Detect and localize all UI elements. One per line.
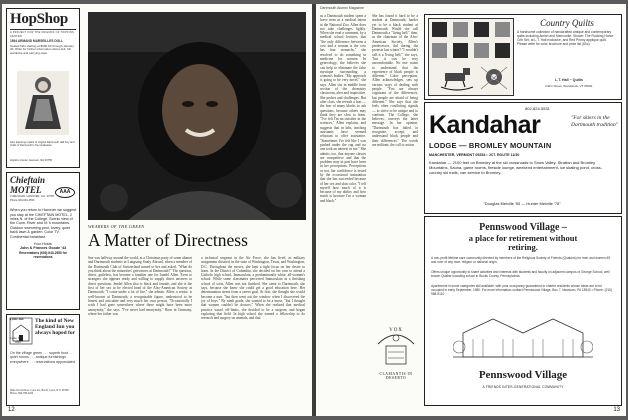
hopshop-logo: HopShop (10, 11, 68, 27)
hopshop-address: Hopkins Center, Hanover, NH 03755 (10, 159, 52, 162)
kandahar-phone: 802-824-5531 (525, 106, 550, 111)
aaa-label: AAA (59, 189, 71, 195)
right-article-column-2 (372, 14, 418, 314)
kandahar-name: Kandahar (429, 111, 541, 139)
pennswood-headline: Pennswood Village – (479, 222, 567, 233)
chieftain-hosts: John & Frances Goode '43 (19, 246, 67, 251)
seal-line-1: VOX (389, 328, 403, 333)
quilt-block (453, 22, 468, 37)
kandahar-ad (424, 102, 622, 214)
country-quilts-title: Country Quilts (540, 18, 594, 28)
aaa-badge (55, 187, 75, 198)
quilt-block (432, 43, 447, 58)
peony-quilt-icon (479, 65, 509, 91)
lyme-inn-name: Lyme Inn (10, 317, 24, 321)
running-head: Dartmouth Alumni Magazine (320, 6, 364, 10)
article-column-2 (201, 256, 305, 404)
lyme-inn-year: 1809 (15, 341, 21, 344)
left-page-number: 12 (8, 407, 15, 413)
article-title: A Matter of Directness (88, 230, 248, 250)
hopshop-also-text: Also featuring replica of original Dartmouth Hall Key and crafts of Dartmouth's fine Graduates. (10, 141, 75, 148)
dartmouth-seal (372, 322, 420, 394)
pennswood-name: Pennswood Village (478, 369, 568, 381)
left-page (2, 4, 312, 416)
chieftain-motel-ad (6, 172, 80, 310)
pennswood-subheadline: a place for retirement without retiring. (468, 233, 578, 252)
right-article-column-1-text: as a Dartmouth student spent a leave term as a medical intern at the National Zoo. Allen does not take challenges lightly. When she read a comment, by a medical school lecturer, that "the only difference between a cow and a woman is the cow has four stomachs," she resolved to do something in medicine for women. In gynecology, she believes she can help to eliminate the false mystique surrounding a woman's bodies. "My approach is going to be very novel," she says. Allen sits in middle front section of the chemistry classroom, alert and inquisitive. She probes and challenges. But after class, she reveals a fear — the fear of many blacks to ask questions, because others may think they are slow to learn. "I've felt I'm an outsider in the sciences," Allen explains, and suggests that in labs, teaching assistants have seemed reluctant to offer assistance. "Sometimes I've felt like I was pushed under the rug and no one took an interest in me." She admits, too, that anyone classes are competitive and that the problem may in part have been in her perceptions. Perceptions or not, her confidence is tested by the occasional insinuation that she has succeeded because of her sex and skin color. "I tell myself how much of it is because of my ability and how much is because I'm a woman and black." (320, 14, 366, 203)
chieftain-hosts-label: Your Hosts: (33, 242, 53, 247)
chieftain-phone: Phone 603-643-2550 (10, 198, 35, 202)
chieftain-reservations: Reservations (603) 643-2550 for reservations (19, 251, 67, 260)
chieftain-body: When you return to Hanover we suggest you stay at the CHIEFTAIN MOTEL, 2 miles N. of the College. Scenic view of the Conn. River and Vt.'s mountains. Outdoor swimming pool, lovely, quiet back lawn & garden. Color TV. Continental breakfast. (10, 208, 77, 239)
lyme-inn-ad (6, 314, 80, 406)
pennswood-tagline: A FRIENDS INTER-GENERATIONAL COMMUNITY (482, 385, 564, 389)
country-quilts-ad (424, 14, 622, 100)
hopshop-item-title: 1894 ARMAND MARSEILLES DOLL (10, 39, 64, 44)
quilt-block (474, 22, 489, 37)
country-quilts-shop: L.T. Hall ~ Quilts (555, 78, 583, 82)
pennswood-building-drawing (453, 307, 593, 361)
lyme-inn-logo (9, 317, 33, 345)
hopshop-tagline: A PROJECT FOR THE FRIENDS OF HOPKINS CENTER (10, 31, 75, 38)
article-kicker: WEARERS OF THE GREEN (88, 224, 145, 229)
article-column-1-text: Sue was halfway around the world, at a Christmas party of some alumni and Dartmouth students in Lungsang Study Abroad, when a member of the Dartmouth Club of Switzerland turned to her and asked, "What do you think about the minorities' grievances at Dartmouth?" The question, direct, guileless, has become a familiar one for Jandel Allen. Even to strangers she appears ready and willing to supply direct answers to direct questions. Jendel Allen also is black and female, and she is the first of her sex to be elected head of the Afro-American Society at Dartmouth. "I come under a lot of fire," she admits. Allen, a senior, is well-known at Dartmouth, a recognizable figure, understood to be honest and articulate and very much her own person. "Occasionally I wish I had gone somewhere where there might have been more anonymity," she says. "I've never had anonymity." Born in Germany, where her father was (88, 256, 192, 316)
right-page (316, 4, 626, 416)
quilt-photo (428, 18, 514, 96)
pennswood-body-3: Apartments in some categories still available, with prior occupancy guaranteed to charter residents whose ideas are to be occupied in early September, 1980. For more information contact Pennswood Village, Box 7, Newtown, PA 18940 • Phone: (215) 968-9110 (431, 284, 613, 296)
doll-photo (17, 71, 69, 135)
portrait-image (88, 12, 306, 220)
right-article-column-2-text: She has found it hard to be a student at Dartmouth, harder yet to be a black student at Dartmouth. Would she call Dartmouth a "living hell," then, as the chairman of the Afro-American Society, Allen's predecessor, did during the protests last winter? "I wouldn't call it a 'living hell,'" she says, "but it can be very uncomfortable. No one wants to understand that the experience of black people is different." Color perception, Allen acknowledges, sets up various ways of dealing with people. "You are always cognizant of the differences, but people are afraid of being different." She says that she feels often conflicting signals — to strive to be unique and to conform. The College, she believes, conveys the latter message. In her opinion, "Dartmouth has failed to recognize, accept, and understand black people and their differences." The words are militant, the call to action (372, 14, 418, 147)
right-page-number: 13 (613, 407, 620, 413)
pennswood-body-2: Offers unique opportunity to share activities and interests with students and faculty on adjacent campus of George School, well known Quaker boarding school in Bucks County, Pennsylvania. (431, 270, 610, 278)
chieftain-address: LYME ROAD, HANOVER, N.H. 03755 (10, 195, 54, 198)
article-photo (88, 12, 306, 220)
kandahar-location: MANCHESTER, VERMONT 05254 • JCT. ROUTE 11/30 (429, 153, 520, 157)
lyme-inn-body: On the village green . . . superb food . . . quiet rooms . . . antique furnishings everywhere . . . reservations appreciated (10, 351, 75, 364)
quilt-block (474, 43, 489, 58)
article-column-1 (88, 256, 192, 404)
seal-line-2: CLAMANTIS IN DESERTO (379, 372, 413, 380)
pennswood-ad (424, 216, 622, 406)
kandahar-hosts: "Douglas Melville '55 — Hunter Melville '78" (483, 201, 561, 206)
quilt-block (495, 22, 510, 37)
kandahar-slogan: "For skiers in the Dartmouth tradition" (571, 115, 619, 128)
country-quilts-address: 2 Elm Street, Woodstock, VT 05091 (545, 84, 593, 88)
lyme-inn-town: Lyme, N.H. (10, 337, 24, 340)
article-column-2-text: a technical sergeant in the Air Force, she has lived, as military assignment dictated, in the state of Washington, Texas, and Washington, D.C. Throughout the moves, she kept a tight focus on her desire to learn. In the District of Columbia, she decided on her own to attend a Catholic high school, Immaculata, a predominantly white, all-woman's school. While some classmates perceived Immaculata as a finishing school of sorts, Allen was not finished. She came to Dartmouth, she says, because she knew she could get a good education here. Her determination stems from a career goal. At first, she thought she would become a nun. "but then went out the window when I discovered the joy of boys." By ninth grade, she wanted to be a nurse, "but I thought that women couldn't be doctors." When she realized that medical practice wasn't off-limits, she decided to be a surgeon, and began exploring that field. In high school she earned a fellowship to do research and surgery on animals, and that (201, 256, 305, 321)
quilt-block (432, 22, 447, 37)
hopshop-item-text: Sealed bids starting at $600.00 through January 30. Write for further information about doll, full wardrobe and carrying case. (10, 43, 74, 55)
quilt-block (495, 43, 510, 58)
country-quilts-body: A handsome collection of handcrafted antique and contemporary quilts including Amish and Mennonite. Shown: The Rocking Horse Crib Set, at L.T. Hall exclusive, and Red Peony applique quilt. Please write for color brochure and price list (60c). (517, 30, 614, 46)
pennswood-body-1: A non-profit lifetime care community directed by members of the Religious Society of Friends (Quakers) for men and women 65 and over of any race, religion or national origin. (431, 256, 611, 264)
quilt-block (453, 43, 468, 58)
lyme-inn-headline: The kind of New England Inn you always hoped for (35, 318, 76, 336)
chieftain-name: Chieftain MOTEL (10, 175, 46, 195)
lyme-inn-footer: Write for brochure: Lyme Inn, Box D, Lyme, N.H. 03768 · Phone: 603-795-2222 (10, 389, 70, 395)
kandahar-body: Kandahar — 2100 feet on Bromley at the ski crossroads to Snow Valley, Stratton and Bromley Mountains, Sauna, game rooms, fireside lounge, weekend entertainment, ice skating pond, cross-country ski trails, van service to Bromley. (429, 160, 602, 175)
hopshop-ad (6, 8, 80, 168)
kandahar-subtitle: LODGE — BROMLEY MOUNTAIN (429, 141, 552, 150)
right-article-column-1 (320, 14, 366, 394)
rocking-horse-icon (437, 65, 477, 91)
